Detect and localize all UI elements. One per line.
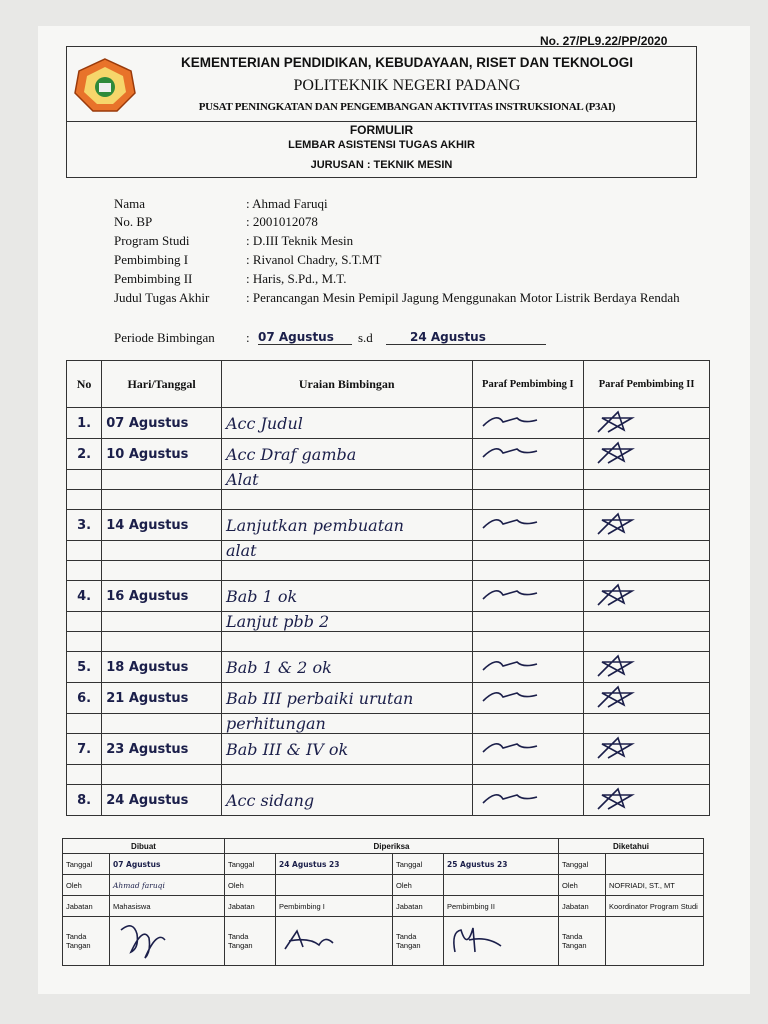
tanggal-label: Tanggal xyxy=(225,854,276,875)
row-sig1 xyxy=(472,734,584,765)
diketahui-header: Diketahui xyxy=(559,839,704,854)
paraf-2-icon xyxy=(588,683,658,709)
prodi-value: : D.III Teknik Mesin xyxy=(246,233,354,248)
table-row xyxy=(67,439,710,470)
form-label: FORMULIR xyxy=(349,123,414,137)
periode-end: 24 Agustus xyxy=(386,330,546,345)
table-body xyxy=(67,408,710,816)
prodi-label: Program Studi xyxy=(114,233,190,248)
row-sig1 xyxy=(472,490,584,510)
periode-sd: s.d xyxy=(358,330,373,345)
ministry-name: KEMENTERIAN PENDIDIKAN, KEBUDAYAAN, RISET DAN TEKNOLOGI xyxy=(180,55,634,70)
jabatan-label: Jabatan xyxy=(225,896,276,917)
approval-table xyxy=(62,838,704,966)
row-sig2 xyxy=(584,490,710,510)
row-date: 23 Agustus xyxy=(102,734,222,765)
periode-label: Periode Bimbingan xyxy=(114,330,215,345)
row-date: 14 Agustus xyxy=(102,510,222,541)
row-sig1 xyxy=(472,470,584,490)
row-number xyxy=(67,632,102,652)
row-date xyxy=(102,541,222,561)
row-description: Acc sidang xyxy=(221,785,472,816)
jabatan-label: Jabatan xyxy=(559,896,606,917)
nama-label: Nama xyxy=(114,196,146,211)
table-row xyxy=(67,734,710,765)
p1-jabatan: Pembimbing I xyxy=(276,896,393,917)
row-date: 10 Agustus xyxy=(102,439,222,470)
row-number xyxy=(67,612,102,632)
diketahui-oleh: NOFRIADI, ST., MT xyxy=(606,875,704,896)
row-number: 3. xyxy=(67,510,102,541)
row-description xyxy=(221,632,472,652)
p2-signature xyxy=(444,917,559,966)
row-date xyxy=(102,714,222,734)
table-row xyxy=(67,408,710,439)
ttd-label: Tanda Tangan xyxy=(225,917,276,966)
row-description: Acc Draf gamba xyxy=(221,439,472,470)
paraf-1-icon xyxy=(477,408,547,434)
row-sig1 xyxy=(472,561,584,581)
bp-label: No. BP xyxy=(114,214,153,229)
row-date xyxy=(102,632,222,652)
row-description: Acc Judul xyxy=(221,408,472,439)
row-description: perhitungan xyxy=(221,714,472,734)
row-date: 21 Agustus xyxy=(102,683,222,714)
student-signature-icon xyxy=(113,918,173,962)
diketahui-tanggal xyxy=(606,854,704,875)
dibuat-jabatan: Mahasiswa xyxy=(110,896,225,917)
assistance-table xyxy=(66,360,710,816)
ttd-label: Tanda Tangan xyxy=(559,917,606,966)
row-sig1 xyxy=(472,439,584,470)
oleh-label: Oleh xyxy=(63,875,110,896)
supervisor2-signature-icon xyxy=(447,922,507,958)
nama-value: : Ahmad Faruqi xyxy=(246,196,328,211)
paraf-1-icon xyxy=(477,652,547,678)
paraf-1-icon xyxy=(477,581,547,607)
row-description xyxy=(221,490,472,510)
row-sig2 xyxy=(584,408,710,439)
row-sig1 xyxy=(472,714,584,734)
paraf-2-icon xyxy=(588,785,658,811)
document-number: No. 27/PL9.22/PP/2020 xyxy=(540,34,668,48)
row-sig2 xyxy=(584,541,710,561)
unit-name: PUSAT PENINGKATAN DAN PENGEMBANGAN AKTIVITAS INSTRUKSIONAL (P3AI) xyxy=(198,101,616,113)
diperiksa-header: Diperiksa xyxy=(225,839,559,854)
p1-signature xyxy=(276,917,393,966)
row-sig1 xyxy=(472,510,584,541)
jabatan-label: Jabatan xyxy=(393,896,444,917)
table-row xyxy=(67,490,710,510)
row-sig2 xyxy=(584,470,710,490)
p1-oleh xyxy=(276,875,393,896)
row-description: Bab 1 ok xyxy=(221,581,472,612)
judul-value: : Perancangan Mesin Pemipil Jagung Menggunakan Motor Listrik Berdaya Rendah xyxy=(246,290,680,305)
row-date: 07 Agustus xyxy=(102,408,222,439)
row-number: 5. xyxy=(67,652,102,683)
row-number: 7. xyxy=(67,734,102,765)
row-sig2 xyxy=(584,652,710,683)
row-number: 2. xyxy=(67,439,102,470)
row-sig1 xyxy=(472,408,584,439)
ttd-label: Tanda Tangan xyxy=(393,917,444,966)
paraf-1-icon xyxy=(477,785,547,811)
table-row xyxy=(67,581,710,612)
oleh-label: Oleh xyxy=(393,875,444,896)
row-number xyxy=(67,490,102,510)
paraf-2-icon xyxy=(588,734,658,760)
row-number xyxy=(67,714,102,734)
dibuat-oleh: Ahmad faruqi xyxy=(110,875,225,896)
table-row xyxy=(67,470,710,490)
row-description: Bab III & IV ok xyxy=(221,734,472,765)
dibuat-signature xyxy=(110,917,225,966)
paraf-1-icon xyxy=(477,439,547,465)
p2-jabatan: Pembimbing II xyxy=(444,896,559,917)
row-sig1 xyxy=(472,612,584,632)
row-number xyxy=(67,470,102,490)
tanggal-label: Tanggal xyxy=(393,854,444,875)
row-sig1 xyxy=(472,581,584,612)
ttd-label: Tanda Tangan xyxy=(63,917,110,966)
row-sig2 xyxy=(584,612,710,632)
row-date xyxy=(102,470,222,490)
paraf-2-icon xyxy=(588,581,658,607)
row-number: 1. xyxy=(67,408,102,439)
table-row xyxy=(67,785,710,816)
periode-start: 07 Agustus xyxy=(258,330,352,345)
row-sig2 xyxy=(584,765,710,785)
row-sig2 xyxy=(584,510,710,541)
table-row xyxy=(67,652,710,683)
header-sig1: Paraf Pembimbing I xyxy=(472,361,584,408)
header-no: No xyxy=(67,361,102,408)
row-date xyxy=(102,561,222,581)
row-number xyxy=(67,561,102,581)
row-sig2 xyxy=(584,439,710,470)
table-row xyxy=(67,683,710,714)
row-number xyxy=(67,765,102,785)
paraf-1-icon xyxy=(477,734,547,760)
row-number: 8. xyxy=(67,785,102,816)
bp-value: : 2001012078 xyxy=(246,214,318,229)
row-date: 18 Agustus xyxy=(102,652,222,683)
p2-tanggal: 25 Agustus 23 xyxy=(444,854,559,875)
row-date xyxy=(102,612,222,632)
table-row xyxy=(67,541,710,561)
row-number: 6. xyxy=(67,683,102,714)
table-row xyxy=(67,632,710,652)
row-sig1 xyxy=(472,652,584,683)
row-sig2 xyxy=(584,734,710,765)
dibuat-tanggal: 07 Agustus xyxy=(110,854,225,875)
row-sig2 xyxy=(584,785,710,816)
row-date xyxy=(102,765,222,785)
row-description: Lanjut pbb 2 xyxy=(221,612,472,632)
row-number: 4. xyxy=(67,581,102,612)
row-sig2 xyxy=(584,714,710,734)
row-description: Alat xyxy=(221,470,472,490)
letterhead xyxy=(66,46,697,178)
row-number xyxy=(67,541,102,561)
oleh-label: Oleh xyxy=(225,875,276,896)
p1-label: Pembimbing I xyxy=(114,252,189,267)
department: JURUSAN : TEKNIK MESIN xyxy=(310,159,453,171)
institution-name: POLITEKNIK NEGERI PADANG xyxy=(293,77,521,94)
divider xyxy=(67,121,696,122)
paraf-2-icon xyxy=(588,408,658,434)
table-row xyxy=(67,612,710,632)
diketahui-jabatan: Koordinator Program Studi xyxy=(606,896,704,917)
row-sig2 xyxy=(584,561,710,581)
table-row xyxy=(67,561,710,581)
header-date: Hari/Tanggal xyxy=(102,361,222,408)
row-date: 16 Agustus xyxy=(102,581,222,612)
table-row xyxy=(67,510,710,541)
row-date xyxy=(102,490,222,510)
row-sig1 xyxy=(472,683,584,714)
p2-oleh xyxy=(444,875,559,896)
paraf-2-icon xyxy=(588,439,658,465)
row-sig2 xyxy=(584,632,710,652)
header-sig2: Paraf Pembimbing II xyxy=(584,361,710,408)
paraf-1-icon xyxy=(477,510,547,536)
row-description: alat xyxy=(221,541,472,561)
row-sig1 xyxy=(472,765,584,785)
dibuat-header: Dibuat xyxy=(63,839,225,854)
row-date: 24 Agustus xyxy=(102,785,222,816)
table-row xyxy=(67,714,710,734)
row-description: Lanjutkan pembuatan xyxy=(221,510,472,541)
p2-value: : Haris, S.Pd., M.T. xyxy=(246,271,347,286)
diketahui-signature xyxy=(606,917,704,966)
periode-colon: : xyxy=(246,330,250,345)
paraf-2-icon xyxy=(588,510,658,536)
form-title: LEMBAR ASISTENSI TUGAS AKHIR xyxy=(288,139,475,151)
oleh-label: Oleh xyxy=(559,875,606,896)
p2-label: Pembimbing II xyxy=(114,271,193,286)
row-description xyxy=(221,765,472,785)
tanggal-label: Tanggal xyxy=(559,854,606,875)
table-row xyxy=(67,765,710,785)
paraf-2-icon xyxy=(588,652,658,678)
jabatan-label: Jabatan xyxy=(63,896,110,917)
p1-value: : Rivanol Chadry, S.T.MT xyxy=(246,252,382,267)
p1-tanggal: 24 Agustus 23 xyxy=(276,854,393,875)
header-desc: Uraian Bimbingan xyxy=(221,361,472,408)
tanggal-label: Tanggal xyxy=(63,854,110,875)
row-description: Bab III perbaiki urutan xyxy=(221,683,472,714)
row-sig2 xyxy=(584,581,710,612)
row-sig1 xyxy=(472,541,584,561)
row-description: Bab 1 & 2 ok xyxy=(221,652,472,683)
supervisor1-signature-icon xyxy=(279,925,339,955)
paraf-1-icon xyxy=(477,683,547,709)
row-description xyxy=(221,561,472,581)
judul-label: Judul Tugas Akhir xyxy=(114,290,210,305)
row-sig1 xyxy=(472,632,584,652)
row-sig2 xyxy=(584,683,710,714)
row-sig1 xyxy=(472,785,584,816)
